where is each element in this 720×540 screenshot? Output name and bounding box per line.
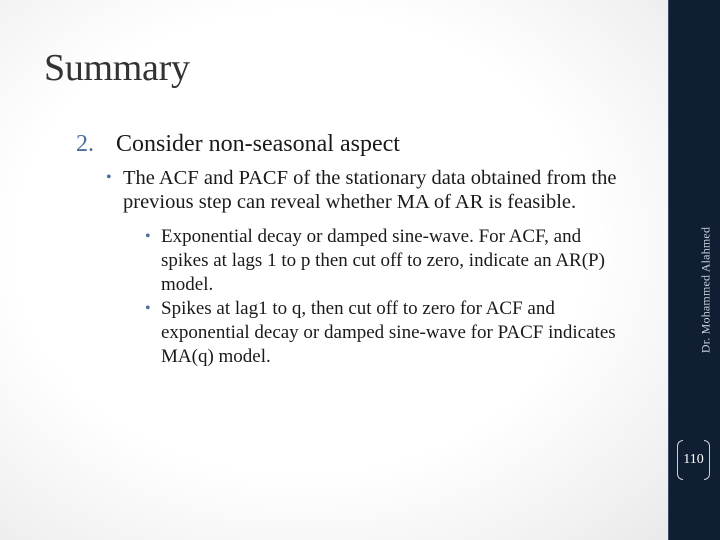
sub-bullet-text: Spikes at lag1 to q, then cut off to zero for ACF and exponential decay or damped sine-wave for PACF indicates MA(q) model.: [161, 298, 616, 367]
bullet-icon: •: [145, 228, 151, 245]
author-label: Dr. Mohammed Alahmed: [698, 226, 713, 354]
slide-title: Summary: [44, 47, 190, 89]
bullet-text: The ACF and PACF of the stationary data obtained from the previous step can reveal whether MA of AR is feasible.: [123, 167, 617, 213]
bullet-icon: •: [106, 169, 112, 186]
section-number: 2.: [76, 131, 94, 157]
section-heading: [76, 128, 656, 160]
sub-bullet-item: [145, 225, 631, 297]
sub-bullet-item: [145, 297, 631, 369]
slide-content: [76, 128, 656, 369]
section-heading-text: Consider non-seasonal aspect: [116, 131, 400, 157]
sidebar-divider: [668, 0, 669, 540]
bullet-icon: •: [145, 300, 151, 317]
page-number-badge: [677, 440, 710, 480]
sub-bullet-text: Exponential decay or damped sine-wave. For ACF, and spikes at lags 1 to p then cut off to zero, indicate an AR(P) model.: [161, 226, 605, 295]
bullet-item: [106, 166, 633, 214]
page-number: 110: [683, 452, 704, 467]
